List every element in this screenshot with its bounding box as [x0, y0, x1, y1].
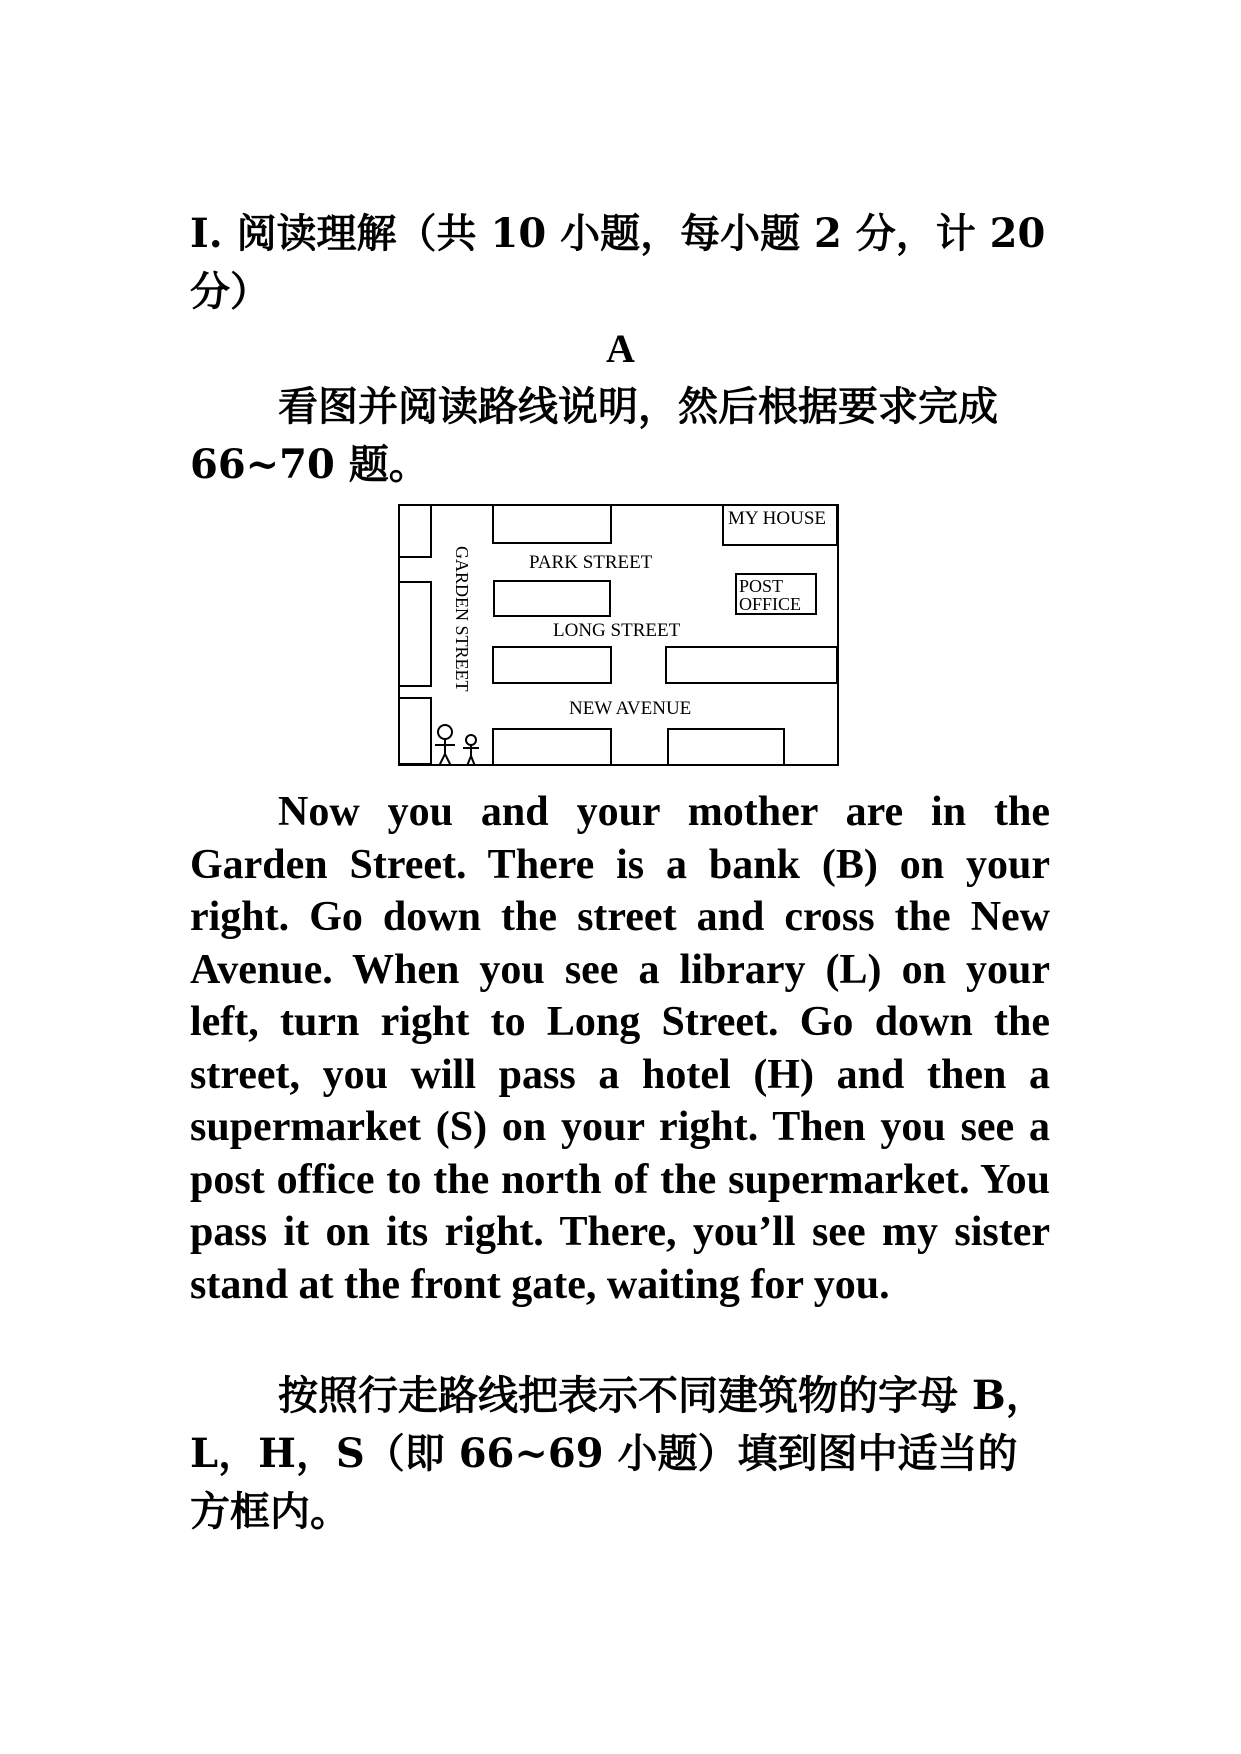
block-left-top — [399, 505, 431, 557]
mother-and-child-figures — [435, 725, 479, 766]
block-left-bottom — [399, 698, 431, 764]
block-park-south — [494, 581, 610, 616]
label-post-office-1: POST — [739, 576, 784, 596]
block-left-middle — [399, 582, 431, 686]
block-top-middle — [493, 505, 611, 543]
label-my-house: MY HOUSE — [728, 508, 826, 529]
section-heading: I. 阅读理解（共 10 小题，每小题 2 分，计 20 分） — [190, 210, 1046, 315]
child-head — [466, 735, 476, 745]
part-letter: A — [606, 326, 635, 371]
label-long-street: LONG STREET — [553, 620, 681, 641]
mother-head — [438, 725, 452, 739]
block-bottom-left — [493, 729, 611, 765]
task-instruction: 按照行走路线把表示不同建筑物的字母 B，L，H，S（即 66~69 小题）填到图中适当的方框内。 — [190, 1372, 1046, 1535]
label-garden-street: GARDEN STREET — [452, 546, 472, 692]
street-map — [398, 504, 840, 766]
label-new-avenue: NEW AVENUE — [569, 698, 692, 719]
block-long-right — [666, 647, 837, 683]
label-park-street: PARK STREET — [529, 552, 653, 573]
intro-instruction: 看图并阅读路线说明，然后根据要求完成 66~70 题。 — [190, 383, 998, 488]
block-long-left — [493, 647, 611, 683]
label-post-office-2: OFFICE — [739, 594, 802, 614]
block-bottom-right — [668, 729, 784, 765]
passage-text: Now you and your mother are in the Garden Street. There is a bank (B) on your right. Go down the street and cross the New Avenue. When you see a library (L) on your left, turn right to Long Street. Go down the street, you will pass a hotel (H) and then a supermarket (S) on your right. Then you see a post office to the north of the supermarket. You pass it on its right. There, you’ll see my sister stand at the front gate, waiting for you. — [190, 789, 1050, 1308]
